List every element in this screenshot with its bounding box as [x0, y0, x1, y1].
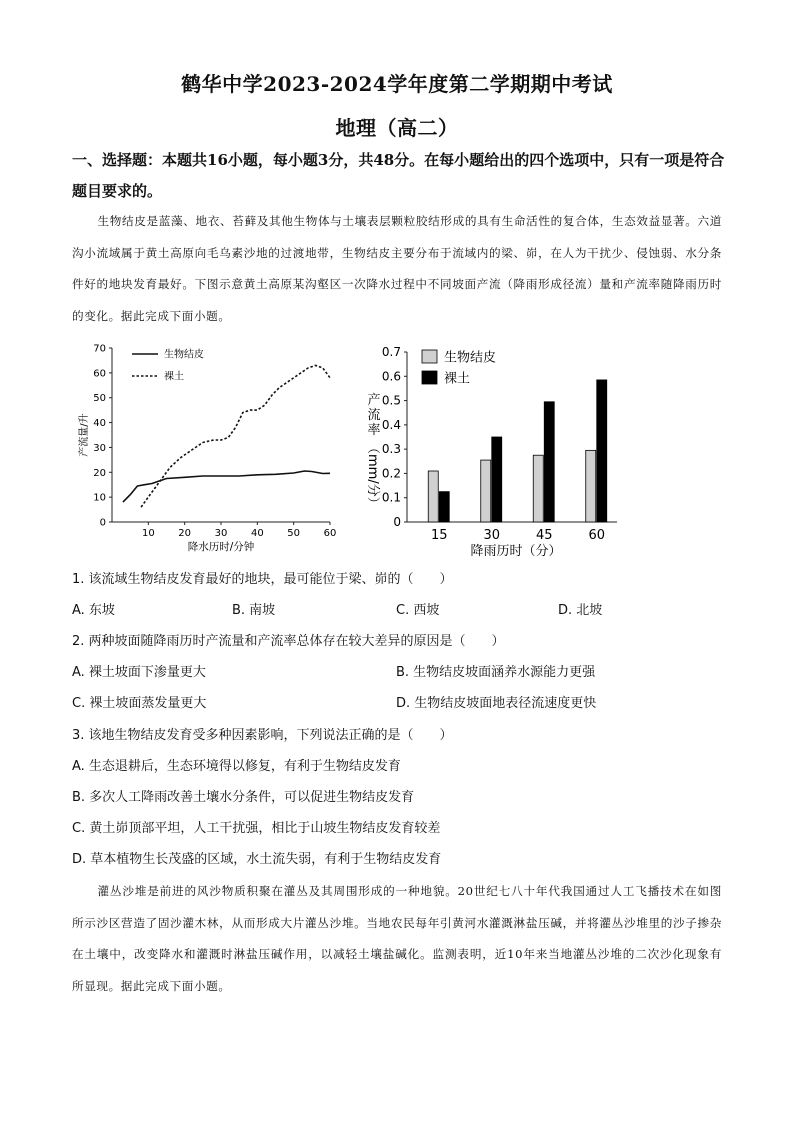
- q1-option-a[interactable]: A. 东坡: [72, 603, 115, 618]
- bar-chart-xtick-label: 30: [483, 528, 501, 543]
- q3-option-c[interactable]: C. 黄土峁顶部平坦，人工干扰强，相比于山坡生物结皮发育较差: [72, 821, 441, 836]
- bar-chart-legend-label: 生物结皮: [444, 350, 497, 366]
- q1-option-b[interactable]: B. 南坡: [232, 603, 276, 618]
- line-chart-xlabel: 降水历时/分钟: [187, 541, 255, 553]
- line-chart-xtick-label: 30: [214, 528, 228, 539]
- line-chart-xtick-label: 60: [323, 528, 337, 539]
- exam-title: 鹤华中学2023-2024学年度第二学期期中考试: [181, 72, 613, 96]
- bar-chart-ytick-label: 0: [393, 515, 401, 529]
- line-chart-xtick-label: 10: [141, 528, 155, 539]
- bar-chart-legend: [422, 350, 496, 387]
- line-chart-ytick-label: 40: [93, 418, 106, 430]
- bar-chart-ytick-label: 0.3: [381, 442, 401, 457]
- bar-bare-soil: [439, 492, 449, 522]
- bar-chart-legend-label: 裸土: [444, 371, 471, 387]
- line-chart-ytick-label: 70: [93, 343, 106, 355]
- bar-chart-ylabel-text: 产流率: [367, 393, 381, 438]
- bar-chart-bars: [428, 380, 607, 522]
- bar-chart-ytick-label: 0.5: [381, 393, 401, 408]
- bar-biocrust: [481, 460, 491, 522]
- q3-option-a[interactable]: A. 生态退耕后，生态环境得以修复，有利于生物结皮发育: [72, 759, 401, 774]
- bar-chart-xtick-label: 15: [430, 528, 448, 543]
- bar-bare-soil: [492, 437, 502, 522]
- line-chart-ytick-label: 60: [93, 368, 106, 380]
- q1-option-c[interactable]: C. 西坡: [396, 603, 440, 618]
- line-chart-ylabel: 产流量/升: [79, 413, 90, 457]
- bar-biocrust: [533, 455, 543, 522]
- passage-biocrust: 生物结皮是蓝藻、地衣、苔藓及其他生物体与土壤表层颗粒胶结形成的具有生命活性的复合体，生态效益显著。六道沟小流域属于黄土高原向毛乌素沙地的过渡地带，生物结皮主要分布于流域内的梁、峁，在人为干扰少、侵蚀弱、水分条件好的地块发育最好。下图示意黄土高原某沟壑区一次降水过程中不同坡面产流（降雨形成径流）量和产流率随降雨历时的变化。据此完成下面小题。: [72, 214, 722, 323]
- line-chart-axes: [112, 348, 330, 522]
- bar-chart-ytick-label: 0.2: [381, 466, 401, 481]
- bar-chart-ytick-label: 0.7: [381, 345, 401, 359]
- line-chart-ytick-label: 10: [93, 492, 106, 504]
- question-3-stem: 3. 该地生物结皮发育受多种因素影响，下列说法正确的是（ ）: [72, 728, 453, 743]
- section-heading: 一、选择题：本题共16小题，每小题3分，共48分。在每小题给出的四个选项中，只有一项是符合题目要求的。: [72, 151, 725, 200]
- line-chart-legend-label: 生物结皮: [164, 349, 204, 361]
- q1-option-d[interactable]: D. 北坡: [558, 603, 603, 618]
- line-chart-xtick-label: 40: [250, 528, 264, 539]
- bar-chart-xtick-label: 60: [588, 528, 606, 543]
- bar-biocrust: [428, 471, 438, 522]
- bar-chart-ylabel: [365, 392, 381, 510]
- bar-chart-xtick-label: 45: [535, 528, 553, 543]
- line-chart-ytick-label: 50: [93, 393, 106, 405]
- passage-shrub-dune: 灌丛沙堆是前进的风沙物质积聚在灌丛及其周围形成的一种地貌。20世纪七八十年代我国通过人工飞播技术在如图所示沙区营造了固沙灌木林，从而形成大片灌丛沙堆。当地农民每年引黄河水灌溉淋盐压碱，并将灌丛沙堆里的沙子掺杂在土壤中，改变降水和灌溉时淋盐压碱作用，以减轻土壤盐碱化。监测表明，近10年来当地灌丛沙堆的二次沙化现象有所显现。据此完成下面小题。: [72, 884, 722, 993]
- line-chart-series: [123, 365, 330, 507]
- bar-chart-xlabel: 降雨历时（分）: [470, 544, 562, 559]
- question-2-stem: 2. 两种坡面随降雨历时产流量和产流率总体存在较大差异的原因是（ ）: [72, 634, 505, 649]
- line-chart-xtick-label: 50: [287, 528, 301, 539]
- question-1-stem: 1. 该流域生物结皮发育最好的地块，最可能位于梁、峁的（ ）: [72, 572, 453, 587]
- q3-option-d[interactable]: D. 草本植物生长茂盛的区域，水土流失弱，有利于生物结皮发育: [72, 852, 442, 867]
- line-chart-xtick-label: 20: [178, 528, 192, 539]
- line-chart-ytick-label: 30: [93, 442, 106, 454]
- bar-chart-ytick-label: 0.1: [381, 490, 401, 505]
- bar-biocrust: [586, 450, 596, 522]
- line-chart-legend-label: 裸土: [164, 371, 184, 383]
- bar-bare-soil: [597, 380, 607, 522]
- bar-chart-legend-swatch: [422, 371, 437, 384]
- runoff-rate-chart: [360, 338, 630, 560]
- q2-option-d[interactable]: D. 生物结皮坡面地表径流速度更快: [396, 696, 597, 711]
- bar-chart-ytick-label: 0.4: [381, 417, 401, 432]
- q2-option-a[interactable]: A. 裸土坡面下渗量更大: [72, 665, 206, 680]
- line-chart-legend: [132, 348, 204, 383]
- line-chart-ytick-label: 20: [93, 467, 106, 479]
- bar-chart-ylabel-unit: （mm/分）: [365, 441, 380, 510]
- q3-option-b[interactable]: B. 多次人工降雨改善土壤水分条件，可以促进生物结皮发育: [72, 790, 415, 805]
- bar-bare-soil: [544, 402, 554, 522]
- q2-option-c[interactable]: C. 裸土坡面蒸发量更大: [72, 696, 207, 711]
- exam-subtitle: 地理（高二）: [335, 116, 459, 140]
- runoff-volume-chart: [70, 338, 360, 560]
- line-chart-ytick-label: 0: [99, 517, 106, 529]
- bar-chart-legend-swatch: [422, 350, 437, 363]
- q2-option-b[interactable]: B. 生物结皮坡面涵养水源能力更强: [396, 665, 596, 680]
- series-line-bare-soil: [141, 365, 330, 507]
- bar-chart-ytick-label: 0.6: [381, 369, 401, 384]
- series-line-biocrust: [123, 471, 330, 502]
